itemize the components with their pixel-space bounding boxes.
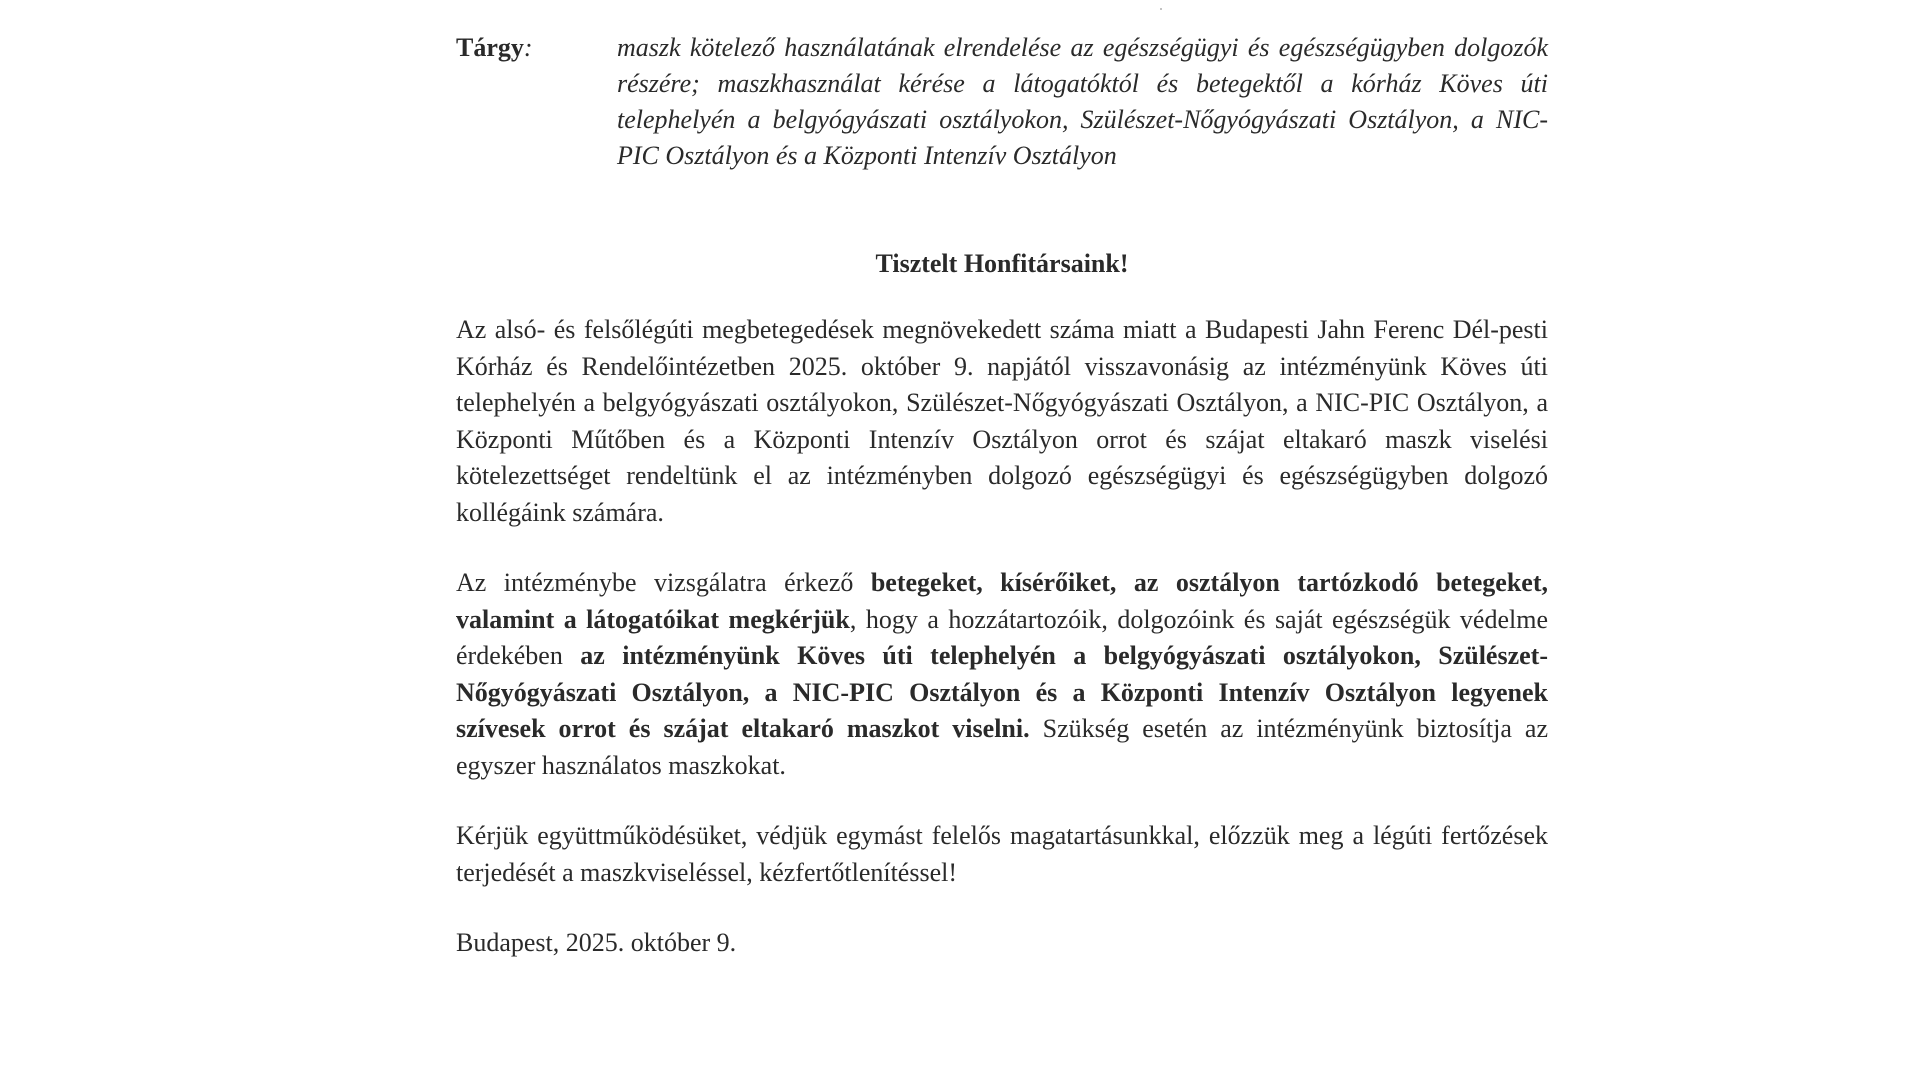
paragraph-2-text-2: , hogy a hozzátartozóik, dolgozóink és saját egészségük védelme érdekében [456, 604, 1549, 670]
closing-place-date: Budapest, 2025. október 9. [456, 928, 737, 957]
subject-label-colon: : [523, 33, 533, 62]
paragraph-2 [456, 565, 1548, 784]
subject-label [456, 30, 533, 66]
paragraph-3: Kérjük együttműködésüket, védjük egymást felelős magatartásunkkal, előzzük meg a légúti fertőzések terjedését a maszkviseléssel, kézfertőtlenítéssel! [456, 821, 1548, 887]
paragraph-2-bold-1: betegeket, kísérőiket, az osztályon tartózkodó betegeket, valamint a látogatóikat megkérjük [456, 568, 1548, 634]
paragraph-2-text-3: Szükség esetén az intézményünk biztosítja az egyszer használatos maszkokat. [456, 714, 1549, 780]
paragraph-1: Az alsó- és felsőlégúti megbetegedések megnövekedett száma miatt a Budapesti Jahn Ferenc Dél-pesti Kórház és Rendelőintézetben 2025. október 9. napjától visszavonásig az intézményünk Köves úti telephelyén a belgyógyászati osztályokon, Szülészet-Nőgyógyászati Osztályon, a NIC-PIC Osztályon, a Központi Műtőben és a Központi Intenzív Osztályon orrot és szájat eltakaró maszk viselési kötelezettséget rendeltünk el az intézményben dolgozó egészségügyi és egészségügyben dolgozó kollégáink számára. [456, 315, 1548, 527]
subject-text: maszk kötelező használatának elrendelése az egészségügyi és egészségügyben dolgozók részére; maszkhasználat kérése a látogatóktól és betegektől a kórház Köves úti telephelyén a belgyógyászati osztályokon, Szülészet-Nőgyógyászati Osztályon, a NIC-PIC Osztályon és a Központi Intenzív Osztályon [617, 33, 1548, 170]
letter-page [456, 26, 1548, 961]
subject-block [456, 26, 1548, 170]
paragraph-2-bold-2: az intézményünk Köves úti telephelyén a belgyógyászati osztályokon, Szülészet-Nőgyógyászati Osztályon, a NIC-PIC Osztályon és a Központi Intenzív Osztályon legyenek szívesek orrot és szájat eltakaró maszkot viselni. [456, 641, 1548, 743]
salutation: Tisztelt Honfitársaink! [875, 249, 1129, 278]
paragraph-2-text-1: Az intézménybe vizsgálatra érkező [456, 568, 871, 597]
scan-speck [1160, 8, 1162, 10]
subject-label-text: Tárgy [456, 33, 524, 62]
